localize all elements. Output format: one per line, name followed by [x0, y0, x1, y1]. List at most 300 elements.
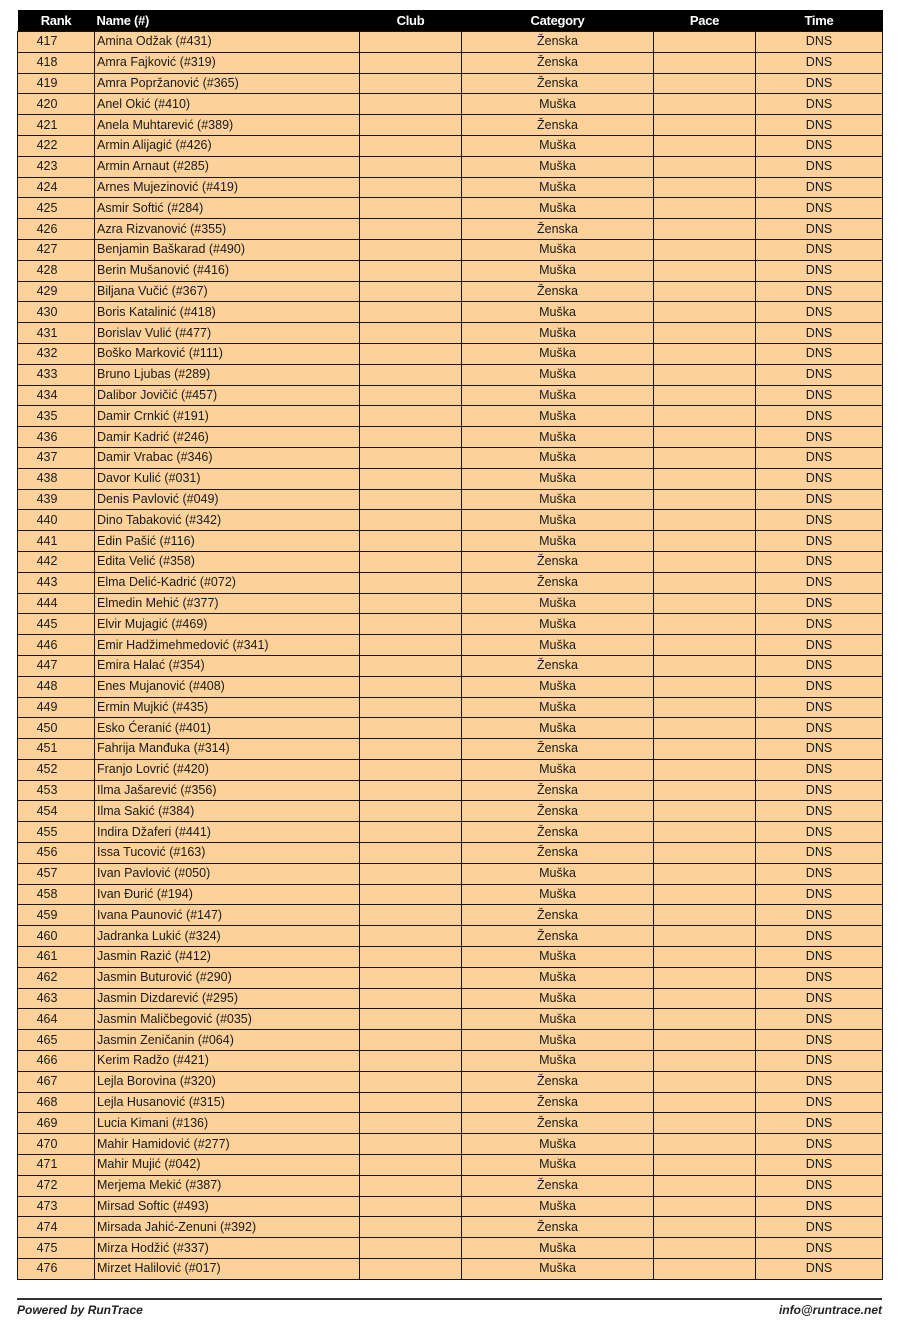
cell-pace: [654, 801, 756, 822]
cell-club: [360, 884, 462, 905]
table-row: [18, 739, 883, 760]
cell-time: DNS: [756, 427, 883, 448]
cell-time: DNS: [756, 323, 883, 344]
cell-category: Muška: [462, 988, 654, 1009]
cell-category: Muška: [462, 863, 654, 884]
cell-name: Armin Alijagić (#426): [95, 135, 360, 156]
cell-category: Ženska: [462, 32, 654, 53]
cell-rank: 452: [18, 759, 95, 780]
cell-club: [360, 1071, 462, 1092]
cell-time: DNS: [756, 468, 883, 489]
cell-time: DNS: [756, 1259, 883, 1280]
table-row: [18, 32, 883, 53]
cell-pace: [654, 406, 756, 427]
cell-category: Muška: [462, 593, 654, 614]
table-row: [18, 1259, 883, 1280]
cell-category: Muška: [462, 94, 654, 115]
cell-club: [360, 1113, 462, 1134]
cell-category: Muška: [462, 967, 654, 988]
cell-rank: 432: [18, 343, 95, 364]
cell-club: [360, 967, 462, 988]
cell-pace: [654, 572, 756, 593]
cell-pace: [654, 759, 756, 780]
cell-club: [360, 1009, 462, 1030]
cell-rank: 460: [18, 926, 95, 947]
cell-name: Davor Kulić (#031): [95, 468, 360, 489]
cell-time: DNS: [756, 489, 883, 510]
cell-rank: 445: [18, 614, 95, 635]
cell-name: Mirsada Jahić-Zenuni (#392): [95, 1217, 360, 1238]
cell-rank: 442: [18, 551, 95, 572]
cell-category: Muška: [462, 447, 654, 468]
cell-name: Damir Kadrić (#246): [95, 427, 360, 448]
cell-name: Jasmin Dizdarević (#295): [95, 988, 360, 1009]
cell-time: DNS: [756, 905, 883, 926]
cell-pace: [654, 676, 756, 697]
cell-category: Ženska: [462, 822, 654, 843]
cell-category: Ženska: [462, 843, 654, 864]
cell-category: Ženska: [462, 739, 654, 760]
table-row: [18, 510, 883, 531]
cell-name: Benjamin Baškarad (#490): [95, 239, 360, 260]
cell-name: Mahir Hamidović (#277): [95, 1134, 360, 1155]
cell-name: Edita Velić (#358): [95, 551, 360, 572]
table-row: [18, 614, 883, 635]
cell-category: Muška: [462, 947, 654, 968]
header-name: Name (#): [95, 10, 360, 32]
cell-time: DNS: [756, 843, 883, 864]
cell-rank: 465: [18, 1030, 95, 1051]
cell-pace: [654, 156, 756, 177]
cell-pace: [654, 988, 756, 1009]
cell-rank: 463: [18, 988, 95, 1009]
cell-category: Muška: [462, 323, 654, 344]
table-row: [18, 822, 883, 843]
cell-time: DNS: [756, 635, 883, 656]
cell-club: [360, 655, 462, 676]
table-row: [18, 884, 883, 905]
cell-pace: [654, 614, 756, 635]
cell-club: [360, 531, 462, 552]
cell-club: [360, 385, 462, 406]
cell-club: [360, 260, 462, 281]
cell-rank: 419: [18, 73, 95, 94]
cell-time: DNS: [756, 614, 883, 635]
cell-name: Amra Fajković (#319): [95, 52, 360, 73]
cell-pace: [654, 73, 756, 94]
table-row: [18, 427, 883, 448]
cell-pace: [654, 32, 756, 53]
cell-category: Ženska: [462, 1217, 654, 1238]
cell-name: Elma Delić-Kadrić (#072): [95, 572, 360, 593]
cell-pace: [654, 1155, 756, 1176]
cell-pace: [654, 1217, 756, 1238]
cell-time: DNS: [756, 32, 883, 53]
cell-name: Merjema Mekić (#387): [95, 1175, 360, 1196]
cell-pace: [654, 905, 756, 926]
cell-club: [360, 593, 462, 614]
cell-time: DNS: [756, 1238, 883, 1259]
cell-category: Muška: [462, 427, 654, 448]
cell-club: [360, 988, 462, 1009]
cell-club: [360, 115, 462, 136]
cell-time: DNS: [756, 73, 883, 94]
cell-pace: [654, 343, 756, 364]
cell-rank: 451: [18, 739, 95, 760]
table-row: [18, 697, 883, 718]
table-row: [18, 219, 883, 240]
cell-rank: 426: [18, 219, 95, 240]
table-row: [18, 406, 883, 427]
cell-club: [360, 135, 462, 156]
table-row: [18, 801, 883, 822]
cell-time: DNS: [756, 926, 883, 947]
cell-rank: 440: [18, 510, 95, 531]
cell-category: Ženska: [462, 655, 654, 676]
cell-rank: 464: [18, 1009, 95, 1030]
cell-name: Jasmin Razić (#412): [95, 947, 360, 968]
cell-name: Ivan Pavlović (#050): [95, 863, 360, 884]
cell-club: [360, 1196, 462, 1217]
cell-name: Anela Muhtarević (#389): [95, 115, 360, 136]
cell-rank: 430: [18, 302, 95, 323]
cell-rank: 473: [18, 1196, 95, 1217]
cell-category: Ženska: [462, 52, 654, 73]
cell-category: Muška: [462, 156, 654, 177]
cell-rank: 453: [18, 780, 95, 801]
cell-name: Esko Ćeranić (#401): [95, 718, 360, 739]
cell-pace: [654, 967, 756, 988]
cell-name: Jadranka Lukić (#324): [95, 926, 360, 947]
cell-name: Ilma Sakić (#384): [95, 801, 360, 822]
cell-name: Mirza Hodžić (#337): [95, 1238, 360, 1259]
table-row: [18, 52, 883, 73]
table-row: [18, 177, 883, 198]
table-row: [18, 967, 883, 988]
cell-time: DNS: [756, 1071, 883, 1092]
header-time: Time: [756, 10, 883, 32]
cell-club: [360, 323, 462, 344]
cell-rank: 462: [18, 967, 95, 988]
cell-time: DNS: [756, 947, 883, 968]
cell-rank: 444: [18, 593, 95, 614]
cell-rank: 449: [18, 697, 95, 718]
cell-pace: [654, 364, 756, 385]
cell-rank: 436: [18, 427, 95, 448]
cell-pace: [654, 1009, 756, 1030]
cell-name: Ermin Mujkić (#435): [95, 697, 360, 718]
cell-rank: 425: [18, 198, 95, 219]
cell-name: Borislav Vulić (#477): [95, 323, 360, 344]
cell-club: [360, 822, 462, 843]
table-header-row: [18, 10, 883, 32]
cell-rank: 427: [18, 239, 95, 260]
cell-pace: [654, 260, 756, 281]
cell-name: Amina Odžak (#431): [95, 32, 360, 53]
cell-rank: 424: [18, 177, 95, 198]
cell-rank: 447: [18, 655, 95, 676]
cell-time: DNS: [756, 239, 883, 260]
cell-rank: 417: [18, 32, 95, 53]
cell-time: DNS: [756, 302, 883, 323]
cell-club: [360, 780, 462, 801]
cell-time: DNS: [756, 406, 883, 427]
cell-category: Muška: [462, 531, 654, 552]
table-row: [18, 135, 883, 156]
cell-club: [360, 1175, 462, 1196]
cell-rank: 466: [18, 1051, 95, 1072]
cell-rank: 448: [18, 676, 95, 697]
cell-pace: [654, 1238, 756, 1259]
cell-club: [360, 406, 462, 427]
cell-category: Muška: [462, 718, 654, 739]
cell-club: [360, 427, 462, 448]
cell-time: DNS: [756, 115, 883, 136]
cell-name: Asmir Softić (#284): [95, 198, 360, 219]
table-row: [18, 1134, 883, 1155]
cell-pace: [654, 822, 756, 843]
cell-category: Muška: [462, 260, 654, 281]
cell-category: Ženska: [462, 281, 654, 302]
cell-category: Ženska: [462, 1071, 654, 1092]
cell-category: Muška: [462, 1030, 654, 1051]
cell-category: Muška: [462, 343, 654, 364]
table-row: [18, 343, 883, 364]
cell-club: [360, 73, 462, 94]
cell-rank: 475: [18, 1238, 95, 1259]
table-row: [18, 73, 883, 94]
cell-category: Muška: [462, 1196, 654, 1217]
cell-rank: 470: [18, 1134, 95, 1155]
cell-club: [360, 32, 462, 53]
cell-club: [360, 447, 462, 468]
table-row: [18, 676, 883, 697]
cell-name: Ilma Jašarević (#356): [95, 780, 360, 801]
table-row: [18, 94, 883, 115]
cell-pace: [654, 115, 756, 136]
table-row: [18, 759, 883, 780]
cell-club: [360, 551, 462, 572]
cell-pace: [654, 219, 756, 240]
cell-pace: [654, 1196, 756, 1217]
cell-pace: [654, 780, 756, 801]
cell-time: DNS: [756, 551, 883, 572]
cell-pace: [654, 510, 756, 531]
cell-category: Muška: [462, 1134, 654, 1155]
cell-name: Lucia Kimani (#136): [95, 1113, 360, 1134]
cell-name: Bruno Ljubas (#289): [95, 364, 360, 385]
cell-category: Ženska: [462, 73, 654, 94]
cell-pace: [654, 843, 756, 864]
cell-time: DNS: [756, 510, 883, 531]
cell-category: Ženska: [462, 115, 654, 136]
cell-rank: 459: [18, 905, 95, 926]
cell-time: DNS: [756, 863, 883, 884]
cell-club: [360, 1155, 462, 1176]
cell-category: Ženska: [462, 219, 654, 240]
cell-time: DNS: [756, 1196, 883, 1217]
cell-category: Ženska: [462, 551, 654, 572]
table-row: [18, 323, 883, 344]
cell-time: DNS: [756, 967, 883, 988]
cell-club: [360, 572, 462, 593]
cell-pace: [654, 718, 756, 739]
cell-club: [360, 510, 462, 531]
cell-pace: [654, 697, 756, 718]
cell-category: Muška: [462, 239, 654, 260]
cell-time: DNS: [756, 1009, 883, 1030]
cell-category: Ženska: [462, 801, 654, 822]
cell-rank: 474: [18, 1217, 95, 1238]
cell-rank: 457: [18, 863, 95, 884]
cell-rank: 471: [18, 1155, 95, 1176]
cell-time: DNS: [756, 1155, 883, 1176]
header-rank: Rank: [18, 10, 95, 32]
cell-rank: 418: [18, 52, 95, 73]
table-row: [18, 1175, 883, 1196]
cell-pace: [654, 593, 756, 614]
cell-pace: [654, 1113, 756, 1134]
cell-name: Emir Hadžimehmedović (#341): [95, 635, 360, 656]
cell-rank: 438: [18, 468, 95, 489]
table-row: [18, 1238, 883, 1259]
table-row: [18, 551, 883, 572]
cell-pace: [654, 281, 756, 302]
cell-category: Ženska: [462, 780, 654, 801]
cell-category: Muška: [462, 759, 654, 780]
cell-club: [360, 302, 462, 323]
cell-pace: [654, 863, 756, 884]
cell-name: Fahrija Manđuka (#314): [95, 739, 360, 760]
cell-club: [360, 239, 462, 260]
cell-name: Elmedin Mehić (#377): [95, 593, 360, 614]
cell-time: DNS: [756, 260, 883, 281]
table-row: [18, 447, 883, 468]
table-row: [18, 156, 883, 177]
table-row: [18, 385, 883, 406]
table-row: [18, 364, 883, 385]
footer-divider: [17, 1298, 882, 1300]
cell-name: Armin Arnaut (#285): [95, 156, 360, 177]
cell-category: Ženska: [462, 1092, 654, 1113]
cell-rank: 433: [18, 364, 95, 385]
cell-pace: [654, 926, 756, 947]
table-row: [18, 1009, 883, 1030]
cell-time: DNS: [756, 572, 883, 593]
cell-name: Mahir Mujić (#042): [95, 1155, 360, 1176]
cell-category: Muška: [462, 676, 654, 697]
table-row: [18, 947, 883, 968]
table-row: [18, 1113, 883, 1134]
cell-category: Muška: [462, 406, 654, 427]
cell-pace: [654, 198, 756, 219]
cell-category: Muška: [462, 697, 654, 718]
cell-time: DNS: [756, 531, 883, 552]
cell-time: DNS: [756, 198, 883, 219]
cell-category: Muška: [462, 385, 654, 406]
cell-club: [360, 739, 462, 760]
cell-name: Ivana Paunović (#147): [95, 905, 360, 926]
cell-club: [360, 1092, 462, 1113]
cell-time: DNS: [756, 718, 883, 739]
table-row: [18, 1196, 883, 1217]
cell-club: [360, 52, 462, 73]
cell-pace: [654, 739, 756, 760]
table-row: [18, 198, 883, 219]
cell-rank: 431: [18, 323, 95, 344]
table-row: [18, 718, 883, 739]
cell-time: DNS: [756, 1134, 883, 1155]
table-row: [18, 988, 883, 1009]
cell-time: DNS: [756, 447, 883, 468]
cell-time: DNS: [756, 739, 883, 760]
cell-category: Ženska: [462, 572, 654, 593]
cell-rank: 455: [18, 822, 95, 843]
cell-pace: [654, 323, 756, 344]
cell-club: [360, 1217, 462, 1238]
cell-time: DNS: [756, 655, 883, 676]
header-pace: Pace: [654, 10, 756, 32]
cell-rank: 441: [18, 531, 95, 552]
footer-powered-by: Powered by RunTrace: [17, 1303, 143, 1317]
cell-category: Muška: [462, 364, 654, 385]
cell-name: Boris Katalinić (#418): [95, 302, 360, 323]
cell-category: Muška: [462, 614, 654, 635]
table-row: [18, 489, 883, 510]
cell-rank: 422: [18, 135, 95, 156]
cell-time: DNS: [756, 219, 883, 240]
cell-club: [360, 94, 462, 115]
cell-time: DNS: [756, 281, 883, 302]
cell-rank: 476: [18, 1259, 95, 1280]
cell-pace: [654, 239, 756, 260]
table-row: [18, 115, 883, 136]
cell-club: [360, 947, 462, 968]
cell-name: Mirsad Softic (#493): [95, 1196, 360, 1217]
cell-club: [360, 1051, 462, 1072]
cell-time: DNS: [756, 343, 883, 364]
cell-name: Franjo Lovrić (#420): [95, 759, 360, 780]
cell-category: Muška: [462, 468, 654, 489]
cell-time: DNS: [756, 697, 883, 718]
table-row: [18, 905, 883, 926]
cell-pace: [654, 94, 756, 115]
table-row: [18, 1071, 883, 1092]
cell-category: Ženska: [462, 905, 654, 926]
table-row: [18, 468, 883, 489]
cell-name: Biljana Vučić (#367): [95, 281, 360, 302]
cell-pace: [654, 1092, 756, 1113]
cell-time: DNS: [756, 1051, 883, 1072]
cell-time: DNS: [756, 1175, 883, 1196]
cell-club: [360, 759, 462, 780]
cell-club: [360, 1134, 462, 1155]
cell-club: [360, 364, 462, 385]
cell-name: Damir Vrabac (#346): [95, 447, 360, 468]
cell-pace: [654, 1051, 756, 1072]
cell-club: [360, 1238, 462, 1259]
cell-pace: [654, 1071, 756, 1092]
cell-club: [360, 156, 462, 177]
header-category: Category: [462, 10, 654, 32]
cell-club: [360, 635, 462, 656]
cell-pace: [654, 135, 756, 156]
cell-name: Kerim Radžo (#421): [95, 1051, 360, 1072]
cell-time: DNS: [756, 135, 883, 156]
cell-rank: 450: [18, 718, 95, 739]
cell-pace: [654, 1134, 756, 1155]
cell-name: Elvir Mujagić (#469): [95, 614, 360, 635]
